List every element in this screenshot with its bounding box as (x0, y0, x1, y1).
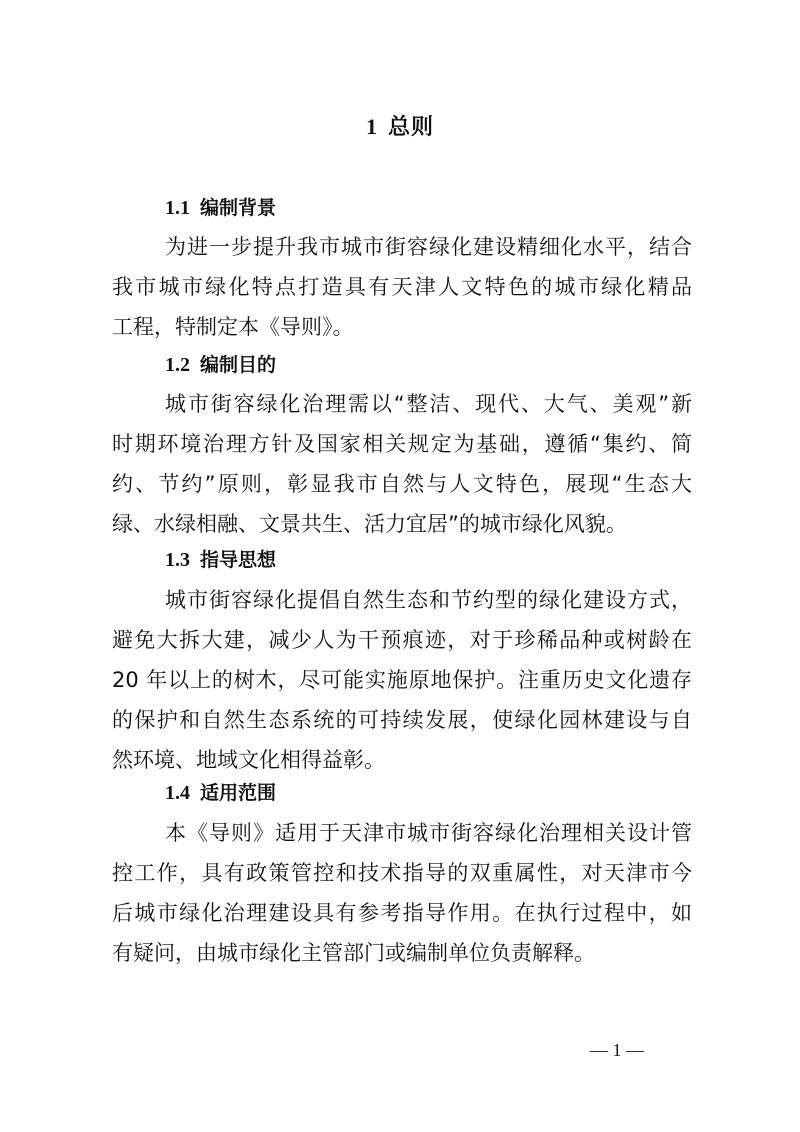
paragraph-line: 约、节约”原则，彰显我市自然与人文特色，展现“生态大 (112, 472, 692, 496)
section-title: 编制目的 (200, 354, 277, 376)
paragraph-line: 城市街容绿化提倡自然生态和节约型的绿化建设方式， (165, 588, 692, 612)
section-heading-1-3 (165, 545, 276, 572)
paragraph-line: 有疑问，由城市绿化主管部门或编制单位负责解释。 (112, 941, 595, 965)
paragraph-line: 绿、水绿相融、文景共生、活力宜居”的城市绿化风貌。 (112, 512, 627, 536)
section-number: 1.4 (165, 782, 190, 804)
chapter-title-text: 总则 (387, 115, 434, 140)
paragraph-line: 20 年以上的树木，尽可能实施原地保护。注重历史文化遗存 (112, 668, 692, 692)
paragraph-guiding-ideology (112, 580, 692, 780)
paragraph-line: 控工作，具有政策管控和技术指导的双重属性，对天津市今 (112, 861, 692, 885)
paragraph-purpose (112, 384, 692, 544)
paragraph-line: 工程，特制定本《导则》。 (112, 315, 354, 339)
paragraph-background (112, 227, 692, 347)
paragraph-line: 我市城市绿化特点打造具有天津人文特色的城市绿化精品 (112, 275, 692, 299)
paragraph-line: 的保护和自然生态系统的可持续发展，使绿化园林建设与自 (112, 708, 692, 732)
paragraph-line: 本《导则》适用于天津市城市街容绿化治理相关设计管 (165, 821, 692, 845)
section-title: 适用范围 (200, 782, 277, 804)
section-number: 1.3 (165, 549, 190, 571)
section-heading-1-2 (165, 350, 276, 377)
paragraph-line: 城市街容绿化治理需以“整洁、现代、大气、美观”新 (165, 392, 692, 416)
paragraph-line: 然环境、地域文化相得益彰。 (112, 748, 385, 772)
paragraph-line: 避免大拆大建，减少人为干预痕迹，对于珍稀品种或树龄在 (112, 628, 692, 652)
paragraph-line: 后城市绿化治理建设具有参考指导作用。在执行过程中，如 (112, 901, 692, 925)
chapter-number: 1 (365, 114, 378, 139)
paragraph-line: 时期环境治理方针及国家相关规定为基础，遵循“集约、简 (112, 432, 692, 456)
section-number: 1.1 (165, 197, 190, 219)
chapter-title (0, 110, 800, 141)
section-title: 指导思想 (200, 549, 277, 571)
section-number: 1.2 (165, 354, 190, 376)
page-number: — 1 — (590, 1040, 644, 1060)
paragraph-scope (112, 813, 692, 973)
section-title: 编制背景 (200, 197, 277, 219)
section-heading-1-4 (165, 778, 276, 805)
paragraph-line: 为进一步提升我市城市街容绿化建设精细化水平，结合 (165, 235, 692, 259)
section-heading-1-1 (165, 193, 276, 220)
